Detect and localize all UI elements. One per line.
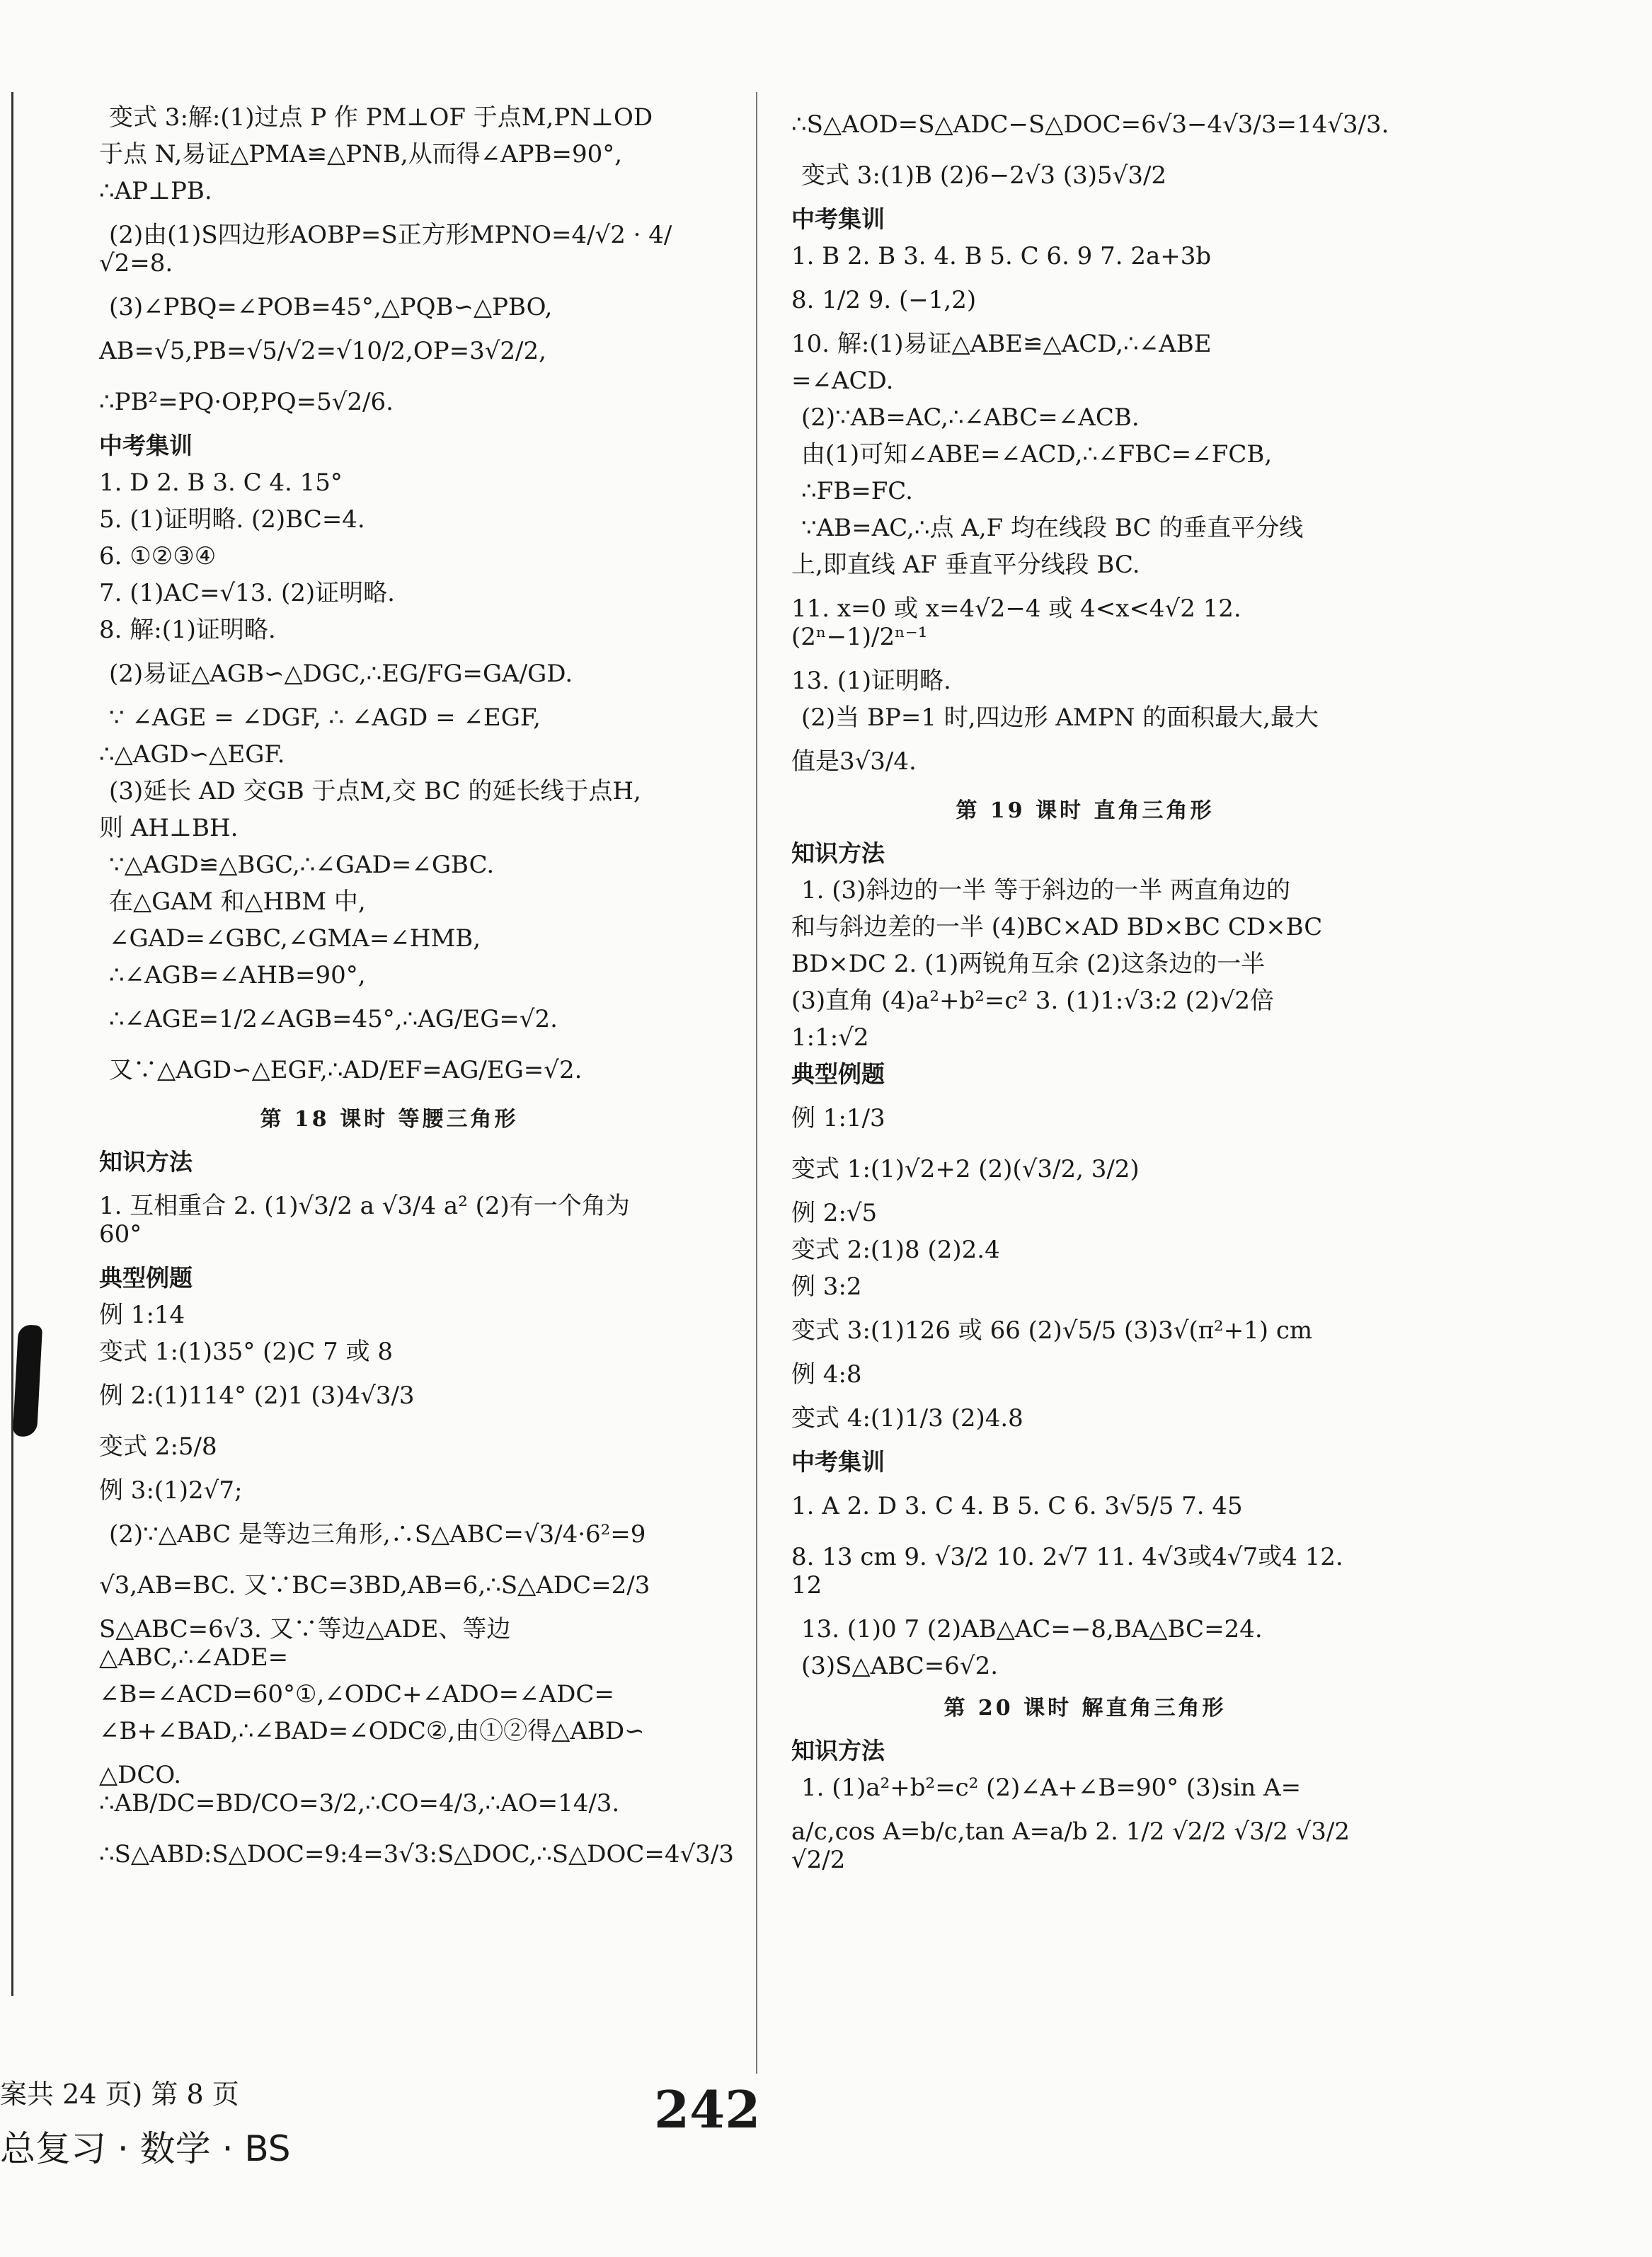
right-line: 中考集训 [791,205,885,233]
right-line: (3)直角 (4)a²+b²=c² 3. (1)1:√3:2 (2)√2倍 [791,987,1275,1015]
left-line: 7. (1)AC=√13. (2)证明略. [99,579,395,607]
left-line: ∠GAD=∠GBC,∠GMA=∠HMB, [109,924,481,953]
right-line: 1. B 2. B 3. 4. B 5. C 6. 9 7. 2a+3b [791,242,1212,270]
right-line: 例 2:√5 [791,1199,878,1227]
right-line: 变式 3:(1)126 或 66 (2)√5/5 (3)3√(π²+1) cm [791,1316,1313,1345]
left-line: ∵△AGD≌△BGC,∴∠GAD=∠GBC. [109,851,495,879]
right-line: 变式 4:(1)1/3 (2)4.8 [791,1404,1023,1432]
left-line: 又∵△AGD∽△EGF,∴AD/EF=AG/EG=√2. [109,1056,583,1084]
right-line: 上,即直线 AF 垂直平分线段 BC. [791,551,1140,579]
right-line: 1. A 2. D 3. C 4. B 5. C 6. 3√5/5 7. 45 [791,1492,1243,1520]
left-line: ∴∠AGB=∠AHB=90°, [109,961,366,989]
left-line: (2)由(1)S四边形AOBP=S正方形MPNO=4/√2 · 4/√2=8. [99,221,672,277]
left-line: 6. ①②③④ [99,542,217,570]
right-line: 例 1:1/3 [791,1104,885,1132]
left-line: 变式 1:(1)35° (2)C 7 或 8 [99,1338,393,1366]
left-line: 中考集训 [99,432,193,459]
right-line: 8. 13 cm 9. √3/2 10. 2√7 11. 4√3或4√7或4 12. 12 [791,1543,1343,1600]
page-number: 242 [654,2079,761,2140]
left-margin-rule [11,92,13,1996]
right-line: ∴FB=FC. [801,477,913,505]
right-column [791,99,1389,1885]
right-line: (3)S△ABC=6√2. [801,1652,999,1680]
left-line: ∴PB²=PQ·OP,PQ=5√2/6. [99,388,394,416]
left-line: (2)易证△AGB∽△DGC,∴EG/FG=GA/GD. [109,660,573,688]
right-line: 13. (1)0 7 (2)AB△AC=−8,BA△BC=24. [801,1615,1263,1643]
right-line: 11. x=0 或 x=4√2−4 或 4<x<4√2 12. (2ⁿ−1)/2ⁿ⁻¹ [791,595,1241,651]
left-line: 变式 3:解:(1)过点 P 作 PM⊥OF 于点M,PN⊥OD [109,103,653,132]
right-line: 知识方法 [791,839,885,867]
right-line: 变式 2:(1)8 (2)2.4 [791,1236,1000,1264]
right-line: (2)∵AB=AC,∴∠ABC=∠ACB. [801,403,1140,432]
left-line: 例 1:14 [99,1301,185,1329]
left-line: ∵ ∠AGE = ∠DGF, ∴ ∠AGD = ∠EGF, [109,703,541,732]
column-divider [756,92,757,2074]
right-line: a/c,cos A=b/c,tan A=a/b 2. 1/2 √2/2 √3/2 √3/2 √2/2 [791,1817,1350,1874]
right-line: 1:1:√2 [791,1023,869,1052]
left-line: 则 AH⊥BH. [99,814,239,842]
right-line: =∠ACD. [791,367,894,395]
left-line: √3,AB=BC. 又∵BC=3BD,AB=6,∴S△ADC=2/3 [99,1571,650,1600]
left-line: ∴△AGD∽△EGF. [99,740,285,769]
left-line: 在△GAM 和△HBM 中, [109,888,366,916]
right-line: 典型例题 [791,1060,885,1088]
left-line: ∴S△ABD:S△DOC=9:4=3√3:S△DOC,∴S△DOC=4√3/3 [99,1840,734,1868]
right-line: BD×DC 2. (1)两锐角互余 (2)这条边的一半 [791,950,1266,978]
right-line: 变式 3:(1)B (2)6−2√3 (3)5√3/2 [801,161,1167,190]
right-line: 值是3√3/4. [791,747,917,776]
right-line: 例 3:2 [791,1273,862,1301]
right-line: 知识方法 [791,1737,885,1764]
right-line: 由(1)可知∠ABE=∠ACD,∴∠FBC=∠FCB, [801,440,1273,469]
left-line: ∠B+∠BAD,∴∠BAD=∠ODC②,由①②得△ABD∽ [99,1717,645,1745]
footer-book-title: 总复习 · 数学 · BS [0,2128,291,2169]
right-line: 例 4:8 [791,1360,862,1389]
right-line: 13. (1)证明略. [791,667,951,695]
left-line: 例 3:(1)2√7; [99,1476,243,1505]
footer-answer-count: 案共 24 页) 第 8 页 [0,2079,239,2110]
right-line: 第 20 课时 解直角三角形 [943,1696,1227,1721]
left-line: (3)延长 AD 交GB 于点M,交 BC 的延长线于点H, [109,777,641,805]
left-line: (3)∠PBQ=∠POB=45°,△PQB∽△PBO, [109,293,553,321]
left-line: 变式 2:5/8 [99,1432,217,1461]
right-line: ∵AB=AC,∴点 A,F 均在线段 BC 的垂直平分线 [801,514,1304,542]
left-line: (2)∵△ABC 是等边三角形,∴S△ABC=√3/4·6²=9 [109,1520,646,1549]
right-line: ∴S△AOD=S△ADC−S△DOC=6√3−4√3/3=14√3/3. [791,110,1389,139]
left-line: S△ABC=6√3. 又∵等边△ADE、等边△ABC,∴∠ADE= [99,1615,511,1672]
left-line: ∠B=∠ACD=60°①,∠ODC+∠ADO=∠ADC= [99,1680,614,1708]
left-line: 知识方法 [99,1148,193,1176]
right-line: 第 19 课时 直角三角形 [956,798,1215,823]
right-line: 1. (3)斜边的一半 等于斜边的一半 两直角边的 [801,876,1291,904]
left-line: 5. (1)证明略. (2)BC=4. [99,505,365,534]
ink-mark [13,1324,42,1437]
left-column [99,99,734,1880]
left-line: △DCO. ∴AB/DC=BD/CO=3/2,∴CO=4/3,∴AO=14/3. [99,1761,620,1817]
left-line: 第 18 课时 等腰三角形 [260,1107,519,1132]
right-line: 变式 1:(1)√2+2 (2)(√3/2, 3/2) [791,1155,1140,1183]
left-line: 8. 解:(1)证明略. [99,616,276,644]
left-line: 例 2:(1)114° (2)1 (3)4√3/3 [99,1382,415,1410]
right-line: 1. (1)a²+b²=c² (2)∠A+∠B=90° (3)sin A= [801,1774,1302,1802]
left-line: 于点 N,易证△PMA≌△PNB,从而得∠APB=90°, [99,140,623,168]
left-line: 1. 互相重合 2. (1)√3/2 a √3/4 a² (2)有一个角为 60° [99,1192,630,1248]
right-line: 10. 解:(1)易证△ABE≌△ACD,∴∠ABE [791,330,1212,358]
right-line: (2)当 BP=1 时,四边形 AMPN 的面积最大,最大 [801,703,1319,732]
right-line: 和与斜边差的一半 (4)BC×AD BD×BC CD×BC [791,913,1323,941]
right-line: 中考集训 [791,1448,885,1476]
left-line: ∴AP⊥PB. [99,177,212,205]
left-line: 典型例题 [99,1264,193,1292]
left-line: ∴∠AGE=1/2∠AGB=45°,∴AG/EG=√2. [109,1005,558,1033]
left-line: AB=√5,PB=√5/√2=√10/2,OP=3√2/2, [99,337,546,365]
left-line: 1. D 2. B 3. C 4. 15° [99,469,343,497]
right-line: 8. 1/2 9. (−1,2) [791,286,977,314]
